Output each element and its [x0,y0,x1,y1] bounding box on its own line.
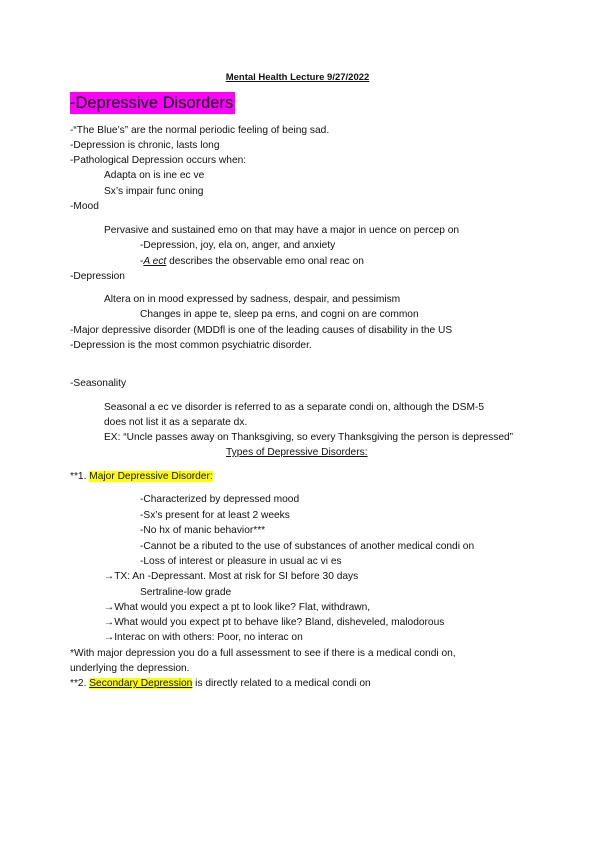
item-number: **1. [70,471,90,482]
text-line: -Sx’s present for at least 2 weeks [140,510,290,521]
affect-term: A ect [143,256,167,267]
text-line: does not list it as a separate dx. [104,417,248,428]
text-line: Adapta on is ine ec ve [104,170,205,181]
text-line: -No hx of manic behavior*** [140,525,266,536]
highlighted-term: Secondary Depression [89,678,193,689]
affect-definition: describes the observable emo onal reac on [169,256,364,267]
text-line: →What would you expect pt to behave like? Bland, disheveled, malodorous [104,617,445,628]
text-line: Pervasive and sustained emo on that may have a major in uence on percep on [104,225,460,236]
text-line: Sx’s impair func oning [104,186,204,197]
text-line: →TX: An -Depressant. Most at risk for SI before 30 days [104,571,359,582]
section-heading: -Depressive Disorders [70,94,234,112]
text-line: -Depression, joy, ela on, anger, and anxiety [140,240,336,251]
highlighted-term: Major Depressive Disorder: [89,471,213,482]
text-line [70,470,213,483]
text-line: -Depression is chronic, lasts long [70,140,220,151]
text-line [140,255,364,268]
text-line: Changes in appe te, sleep pa erns, and cogni on are common [140,309,419,320]
subheading: Types of Depressive Disorders: [226,447,368,458]
text-line: -Major depressive disorder (MDDfl is one of the leading causes of disability in the US [70,325,453,336]
page-title: Mental Health Lecture 9/27/2022 [225,72,370,83]
item-text: is directly related to a medical condi on [192,678,371,689]
text-line: -Depression [70,271,125,282]
text-line: -Depression is the most common psychiatric disorder. [70,340,312,351]
item-number: **2. [70,678,90,689]
text-line: →What would you expect a pt to look like? Flat, withdrawn, [104,602,371,613]
text-line: Seasonal a ec ve disorder is referred to as a separate condi on, although the DSM-5 [104,402,484,413]
text-line: -“The Blue’s” are the normal periodic feeling of being sad. [70,125,330,136]
text-line: Altera on in mood expressed by sadness, despair, and pessimism [104,294,401,305]
text-line: *With major depression you do a full assessment to see if there is a medical condi on, [70,648,456,659]
affect-prefix: - [140,256,144,267]
text-line: -Mood [70,201,99,212]
text-line: underlying the depression. [70,663,190,674]
text-line: -Seasonality [70,378,127,389]
text-line: -Loss of interest or pleasure in usual ac vi es [140,556,342,567]
text-line: -Cannot be a ributed to the use of substances of another medical condi on [140,541,475,552]
text-line: -Pathological Depression occurs when: [70,155,247,166]
text-line [70,677,371,690]
text-line: -Characterized by depressed mood [140,494,300,505]
text-line: Sertraline-low grade [140,587,232,598]
text-line: EX: “Uncle passes away on Thanksgiving, so every Thanksgiving the person is depressed” [104,432,514,443]
text-line: →Interac on with others: Poor, no interac on [104,632,303,643]
